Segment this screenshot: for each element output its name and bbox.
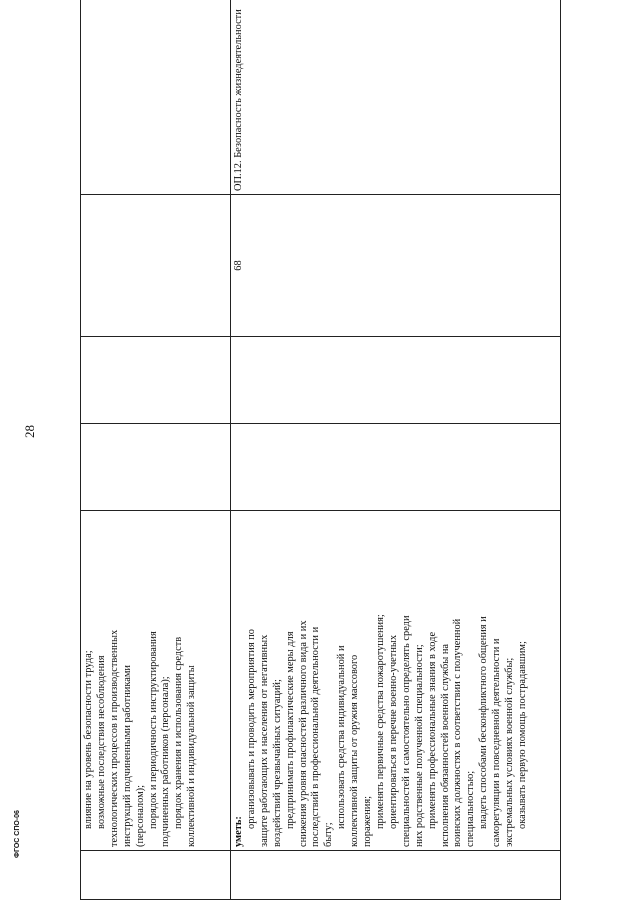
index-cell	[231, 851, 561, 900]
skills-heading: уметь:	[233, 816, 244, 847]
content-line: применять первичные средства пожаротушения;	[374, 614, 386, 829]
hours-value: 68	[233, 260, 244, 271]
content-line: них родственные полученной специальности;	[413, 644, 425, 847]
content-line: организовывать и проводить мероприятия по	[245, 629, 257, 829]
content-cell	[81, 511, 231, 851]
content-line: исполнения обязанностей военной службы на	[439, 643, 451, 847]
hours-cell	[81, 195, 231, 337]
competency-table	[80, 0, 561, 900]
content-line: порядок хранения и использования средств	[173, 636, 185, 829]
content-line: возможные последствия несоблюдения	[95, 655, 107, 829]
content-line: защите работающих и населения от негативных	[258, 634, 270, 847]
index-cell	[81, 851, 231, 900]
content-line: воздействий чрезвычайных ситуаций;	[271, 679, 283, 847]
content-line: использовать средства индивидуальной и	[336, 645, 348, 829]
content-line: последствий в профессиональной деятельности и	[310, 626, 322, 847]
page-number: 28	[22, 425, 37, 438]
empty-cell	[231, 424, 561, 511]
content-line: технологических процессов и производственных	[108, 629, 120, 847]
content-line: ориентироваться в перечне военно-учетных	[387, 634, 399, 829]
content-line: предпринимать профилактические меры для	[284, 631, 296, 829]
content-line: воинских должностях в соответствии с полученной	[452, 618, 464, 847]
empty-cell	[81, 337, 231, 424]
content-line: оказывать первую помощь пострадавшим;	[516, 641, 528, 829]
content-line: снижения уровня опасностей различного вида и их	[297, 620, 309, 847]
discipline-cell	[81, 0, 231, 195]
content-line: порядок и периодичность инструктирования	[147, 631, 159, 829]
content-line: инструкций подчиненными работниками	[121, 665, 133, 847]
footer-code: ФГОС СПО-06	[14, 810, 21, 858]
discipline-cell	[231, 0, 561, 195]
content-line: быту;	[323, 822, 335, 847]
content-line: применять профессиональные знания в ходе	[426, 631, 438, 829]
table-row	[81, 0, 231, 900]
table-row	[231, 0, 561, 900]
hours-cell	[231, 195, 561, 337]
standard-table-page	[80, 9, 560, 900]
discipline-name: ОП.12. Безопасность жизнедеятельности	[233, 9, 244, 191]
content-line: экстремальных условиях военной службы;	[504, 657, 516, 847]
content-line: поражения;	[362, 795, 374, 847]
content-line: коллективной защиты от оружия массового	[349, 654, 361, 847]
content-line: влияние на уровень безопасности труда;	[83, 650, 94, 829]
content-cell	[231, 511, 561, 851]
content-line: коллективной и индивидуальной защиты	[186, 665, 198, 847]
content-line: владеть способами бесконфликтного общения и	[478, 616, 490, 829]
content-line: (персоналом);	[134, 784, 146, 847]
empty-cell	[81, 424, 231, 511]
content-line: специальностей и самостоятельно определять среди	[400, 615, 412, 847]
content-line: специальностью;	[465, 770, 477, 847]
empty-cell	[231, 337, 561, 424]
content-line: саморегуляции в повседневной деятельности и	[491, 638, 503, 847]
content-line: подчиненных работников (персонала);	[160, 676, 172, 847]
